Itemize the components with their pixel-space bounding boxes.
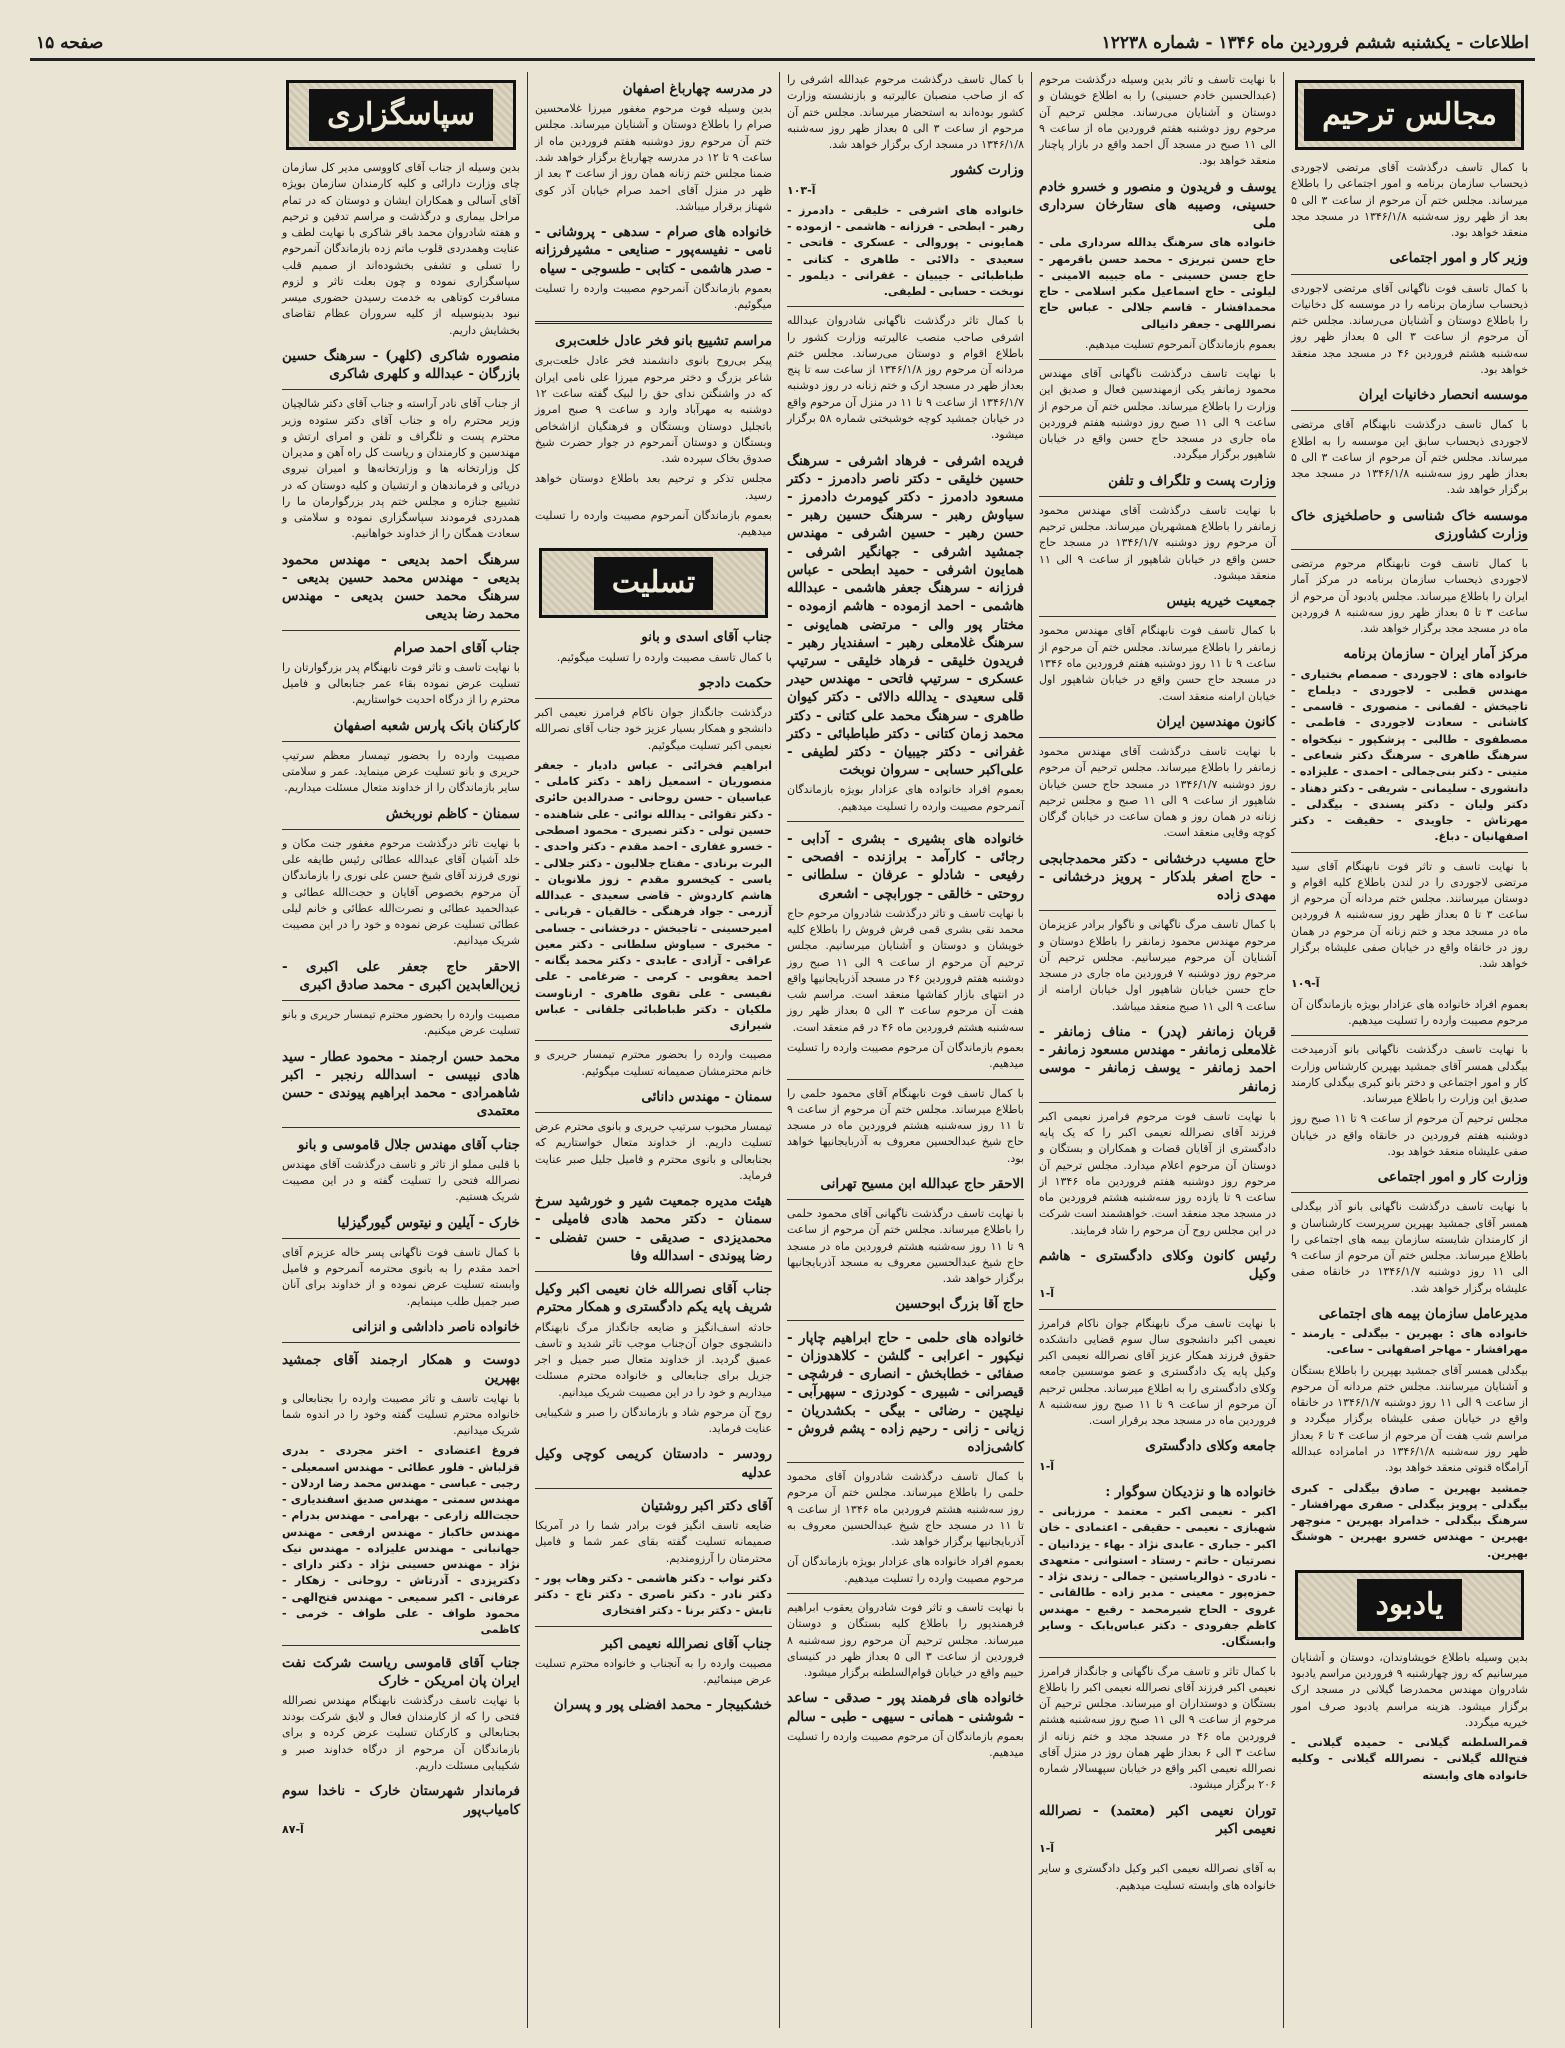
notice-signature: مدیرعامل سازمان بیمه های اجتماعی (1318, 1305, 1528, 1322)
notice-signature: یوسف و فریدون و منصور و خسرو خادم حسینی، وصیبه های ستارخان سرداری ملی (1039, 178, 1276, 232)
notice-signature: خارک - آیلین و نیتوس گیورگیزلیا (337, 1214, 520, 1231)
column-4 (527, 72, 779, 2028)
notice-text: با نهایت تاسف و تاثر مصیبت وارده را بجنابعالی و خانواده محترم تسلیت گفته وخود را در اندوه شما شریک میدانیم. (282, 1391, 520, 1438)
notice-text: با نهایت تاسف درگذشت ناگهانی آقای مهندس محمود زمانفر یکی ازمهندسین فعال و صدیق این وزارت را باطلاع میرساند. مجلس ختم آن مرحوم از ساعت ۹ الی ۱۱ صبح روز دوشنبه هفتم فروردین ماه جاری در مسجد حاج حسن واقع در خیابان شاهپور برگزار میگردد. (1039, 367, 1276, 462)
family-list: فروغ اعتضادی - اختر مجردی - بدری قزلباش - فلور عطائی - مهندس اسمعیلی - رجبی - عباسی - مهندس محمد رضا اردلان - مهندس سمتی - مهندس صدیق اسفندیاری - حجت‌الله زارعی - بهرامی - مهندس بدرام - مهندس خاکباز - مهندس ارفعی - مهندس جهانبانی - مهندس علیزاده - مهندس نیک نژاد - مهندس حسینی نژاد - دکتر دارای - دکترپزدی - آذرتاش - روحانی - زهکار - عرفانی - اکبر سمیعی - مهندس فتح‌الهی - محمود طواف - علی طواف - خرمی - کاظمی (282, 1444, 520, 1637)
notice-signature: خانواده ناصر داداشی و انزانی (352, 1318, 520, 1335)
notice-text: مصیبت وارده را بحضور محترم تیمسار حریری و بانو تسلیت عرض میکنیم. (282, 1008, 520, 1038)
notice-text: بدین وسیله باطلاع خویشاوندان، دوستان و آشنایان میرسانیم که روز چهارشنبه ۹ فروردین مراسم یادبود شادروان مهندس محمدرضا گیلانی در مسجد ارک برگزار میشود. هزینه مراسم یادبود صرف امور خیریه میگردد. (1291, 1650, 1528, 1729)
notice-text: بعموم بازماندگان آن مرحوم مصیبت وارده را تسلیت میدهیم. (787, 1041, 1024, 1071)
notice-heading: جناب آقای اسدی و بانو (641, 629, 772, 646)
notice-text: مصیبت وارده را بحضور محترم تیمسار حریری و خانم محترمشان صمیمانه تسلیت میگوئیم. (535, 1048, 772, 1078)
notice-text: با کمال تاثر و تاسف مرگ ناگهانی و جانگداز فرامرز نعیمی اکبر فرزند آقای نصرالله نعیمی اکبر را باطلاع بستگان و دوستداران او میرساند. مجلس ترحیم آن مرحوم از ساعت ۹ الی ۱۱ صبح روز سه‌شنبه هشتم فروردین ماه ۴۶ در مسجد مجد و ختم زنانه از ساعت ۳ الی ۶ بعداز ظهر همان روز در منزل آقای نصرالله نعیمی اکبر واقع در خیابان سپهسالار شماره ۲۰۶ برگزار میشود. (1039, 1664, 1276, 1792)
ad-code: آ-۱ (1039, 1459, 1055, 1473)
family-list: خانواده های : بهپرین - بیگدلی - یارمند - مهرافشار - مهاجر اصفهانی - ساعی. (1291, 1327, 1528, 1357)
ad-code: آ-۱ (1039, 1842, 1055, 1856)
notice-signature: جمعیت خیریه بنیس (1166, 593, 1276, 610)
notice-signature: خانواده های صرام - سدهی - پروشانی - نامی - نفیسه‌پور - صنایعی - مشیرفرزانه - صدر هاشمی - کتابی - طسوجی - سیاه (535, 224, 772, 277)
notice-text: بیگدلی همسر آقای جمشید بهپرین را باطلاع بستگان و آشنایان میرسانند. مجلس ختم مردانه آن مرحوم از ساعت ۹ الی ۱۱ روز دوشنبه ۱۳۴۶/۱/۷ در خانقاه واقع در خیابان صفی علیشاه برگزار میگردد و مراسم شب هفت آن مرحوم از ساعت ۴ تا ۶ بعداز ظهر روز سه‌شنبه ۱۳۴۶/۱/۸ در امامزاده عبدالله آرامگاه قنوتی منعقد خواهد بود. (1291, 1363, 1529, 1475)
notice-signature: قربان زمانفر (پدر) - مناف زمانفر - غلامعلی زمانفر - مهندس مسعود زمانفر - احمد زمانفر - یوسف زمانفر - موسی زمانفر (1039, 1023, 1276, 1095)
ad-code: آ-۸۷ (282, 1822, 304, 1836)
notice-text: بدین وسیله از جناب آقای کاووسی مدیر کل سازمان چای وزارت دارائی و کلیه کارمندان سازمان بویژه آقای آسالی و همکاران ایشان و دوستان که در تمام مراحل بیماری و درگذشت و مراسم تدفین و ترحیم و هفته شادروان محمد باقر شاکری با نهایت لطف و عنایت وهمدردی قلوب ماتم زده بازماندگان آنمرحوم را تسلی و تشفی بخشوده‌اند از صمیم قلب سپاسگزاری نموده و چون بعلت تاثر و لزوم مسافرت کوتاهی به خدمت رسیدن حضوری میسر نبود بدینوسیله از کلیه سروران عظام تقاضای بخشایش داریم. (282, 161, 520, 337)
notice-signature: سرهنگ احمد بدیعی - مهندس محمود بدیعی - مهندس محمد حسین بدیعی - سرهنگ محمد حسن بدیعی - مهندس محمد رضا بدیعی (282, 551, 520, 623)
notice-signature: محمد حسن ارجمند - محمود عطار - سید هادی نبیسی - اسدالله رنجبر - اکبر شاهمرادی - محمد ابراهیم پیوندی - حسن معتمدی (282, 1048, 520, 1120)
notice-signature: خشکبیجار - محمد افضلی پور و پسران (553, 1697, 772, 1714)
notice-text: ضایعه تاسف انگیز فوت برادر شما را در آمریکا صمیمانه تسلیت گفته بقای عمر شما و فامیل محترمتان را آرزومندیم. (535, 1519, 772, 1565)
columns (30, 72, 1535, 2028)
notice-text: حادثه اسف‌انگیز و ضایعه جانگداز مرگ نابهنگام دانشجوی جوان آن‌جناب موجب تاثر شدید و تاسف عمیق گردید. از خداوند متعال صبر جمیل و اجر جزیل برای جنابعالی و خانواده محترم مسئلت میداریم و خود را در این مصیبت شریک میدانیم. (535, 1320, 772, 1399)
notice-text: با کمال تاسف فوت نابهنگام آقای محمود حلمی را باطلاع میرساند. مجلس ختم آن مرحوم از ساعت ۹ تا ۱۱ روز سه‌شنبه هشتم فروردین ماه در مسجد حاج شیخ عبدالحسین معروف به آذربایجانیها خواهد بود. (787, 1086, 1024, 1165)
notice-text: با نهایت تاسف درگذشت ناگهانی بانو آذرمیدخت بیگدلی همسر آقای جمشید بهپرین کارشناس وزارت کار و امور اجتماعی و دختر بانو کبری بیگدلی کارمند صدیق این وزارت را باطلاع میرساند. (1291, 1043, 1528, 1106)
notice-text: مجلس ترحیم آن مرحوم از ساعت ۹ تا ۱۱ صبح روز دوشنبه هفتم فروردین در خانقاه واقع در خیابان صفی علیشاه منعقد خواهد بود. (1291, 1112, 1529, 1158)
notice-signature: حاج آقا بزرگ ابوحسین (895, 1296, 1024, 1313)
notice-signature: منصوره شاکری (کلهر) - سرهنگ حسین بازرگان - عبدالله و کلهری شاکری (282, 347, 520, 383)
notice-signature: وزیر کار و امور اجتماعی (1389, 250, 1528, 267)
notice-text: مصیبت وارده را به آنجناب و خانواده محترم تسلیت عرض مینمائیم. (535, 1656, 772, 1687)
masthead (30, 28, 1535, 61)
notice-heading: جناب آقای نصرالله خان نعیمی اکبر وکیل شریف پایه یکم دادگستری و همکار محترم (535, 1281, 772, 1316)
notice-text: با کمال تاسف فوت ناگهانی آقای مرتضی لاجوردی ذیحساب سازمان برنامه را در موسسه کل دخانیات را باطلاع دوستان و آشنایان می‌رساند. مجلس ختم آن مرحوم از ساعت ۳ الی ۵ بعداز ظهر روز سه‌شنبه هشتم فروردین ۴۶ در مسجد مجد منعقد خواهد بود. (1291, 281, 1528, 376)
notice-text: درگذشت جانگداز جوان ناکام فرامرز نعیمی اکبر دانشجو و همکار بسیار عزیز خود جناب آقای نصرالله نعیمی اکبر تسلیت میگوئیم. (535, 706, 772, 752)
notice-text: بعموم افراد خانواده های عزادار بویژه بازماندگان آنمرحوم مصیبت وارده را تسلیت میدهیم. (787, 783, 1024, 813)
notice-text: بعموم بازماندگان آن مرحوم مصیبت وارده را تسلیت میدهیم. (787, 1729, 1024, 1760)
column-3 (779, 72, 1031, 2028)
notice-heading: جناب آقای احمد صرام (393, 639, 520, 656)
notice-heading: جناب آقای قاموسی ریاست شرکت نفت ایران پان امریکن - خارک (282, 1654, 520, 1689)
notice-signature: فرماندار شهرستان خارک - ناخدا سوم کامیاب‌پور (282, 1783, 520, 1818)
notice-signature: جامعه وکلای دادگستری (1145, 1438, 1276, 1455)
section-banner-sepasgozari: سپاسگزاری (286, 80, 516, 150)
section-banner-tasliyat: تسلیت (539, 548, 768, 618)
notice-signature: خانواده ها و نزدیکان سوگوار : (1105, 1483, 1276, 1500)
notice-text: با نهایت تاسف فوت مرحوم فرامرز نعیمی اکبر فرزند آقای نصرالله نعیمی اکبر را که یک پایه دادگستری از آقایان قضات و همکاران و بستگان و دوستان آن مرحوم اعلام میدارد. مجلس ترحیم آن مرحوم روز دوشنبه هفتم فروردین ماه ۱۳۴۶ از ساعت ۹ تا یازده روز سه‌شنبه هشتم فروردین ماه در مسجد مجد منعقد است. خواهشمند است شرکت در این مجلس روح آن مرحوم را شاد فرمایند. (1039, 1109, 1276, 1237)
notice-text: با قلبی مملو از تاثر و تاسف درگذشت آقای مهندس نصرالله فتحی را تسلیت گفته و در این مصیبت شریک هستیم. (282, 1157, 520, 1204)
notice-signature: فریده اشرفی - فرهاد اشرفی - سرهنگ حسین خلیقی - دکتر ناصر دادمرز - دکتر مسعود دادمرز - دکتر کیومرث دادمرز - سیاوش رهبر - سرهنگ حسین رهبر - حسن رهبر - حسین اشرفی - مهندس جمشید اشرفی - جهانگیر اشرفی - همایون اشرفی - حمید ابطحی - عباس فرزانه - سرهنگ جعفر هاشمی - عبدالله هاشمی - احمد ازموده - هاشم ازموده - مختار پور والی - مرتضی همایونی - سرهنگ غلامعلی رهبر - اسفندیار رهبر - فریدون خلیقی - فرهاد خلیقی - سرتیپ عسکری - سرتیپ فاتحی - مهندس حیدر قلی سعیدی - یدالله دالائی - دکتر کیوان طاهری - سرهنگ محمد علی کتانی - دکتر محمد زمان کتانی - دکتر طباطبائی - دکتر غفرانی - دکتر جیبیان - دکتر لطیفی - علی‌اکبر حسابی - سروان نوبخت (787, 452, 1024, 779)
notice-text: با نهایت تاسف درگذشت آقای مهندس محمود زمانفر را باطلاع همشهریان میرساند. مجلس ترحیم آن مرحوم روز دوشنبه ۱۳۴۶/۱/۷ در مسجد حاج حسن واقع در خیابان شاهپور از ساعت ۹ الی ۱۱ منعقد میشود. (1039, 503, 1276, 582)
family-list: اکبر - نعیمی اکبر - معتمد - مرزبانی - شهبازی - نعیمی - حقیقی - اعتمادی - خان اکبر - جباری - عابدی نژاد - بهاء - یزدانیان - نصرتیان - حاتم - رستاد - استوانی - متعهدی - نادری - ذوالریاستین - جمالی - زندی نژاد - حمزه‌پور - معینی - مدیر زاده - طالقانی - غروی - الحاج شیرمحمد - رفیع - مهندس کاظم جفرودی - دکتر عباس‌بابک - وسایر وابستگان. (1039, 1505, 1276, 1649)
notice-text: با نهایت تاسف و تاثر فوت نابهنگام پدر بزرگوارتان را تسلیت عرض نموده بقاء عمر جنابعالی و فامیل محترم را از درگاه احدیت خواستاریم. (282, 660, 520, 707)
notice-signature: خانواده های بشیری - بشری - آدابی - رجائی - کارآمد - برازنده - افصحی - رفیعی - شادلو - عرفان - سلطانی - روحتی - خالقی - جورابچی - اشعری (787, 831, 1024, 902)
notice-text: با کمال تاثر درگذشت ناگهانی شادروان عبدالله اشرفی صاحب منصب عالیرتبه وزارت کشور را باطلاع اقوام و دوستان می‌رساند. مجلس ختم مردانه آن مرحوم روز ۱۳۴۶/۱/۸ از ساعت سه تا پنج بعداز ظهر در مسجد ارک و ختم زنانه در روز دوشنبه ۱۳۴۶/۱/۷ از ساعت ۹ تا ۱۱ در منزل آن مرحوم واقع در خیابان جمشید کوچه خوشبختی شماره ۵۸ برگزار میشود. (787, 314, 1024, 442)
column-2 (1031, 72, 1283, 2028)
notice-signature: موسسه خاک شناسی و حاصلخیزی خاک وزارت کشاورزی (1291, 507, 1528, 542)
section-banner-yadbud: یادبود (1295, 1570, 1524, 1640)
notice-heading: آقای دکتر اکبر روشتیان (640, 1497, 772, 1514)
notice-heading: جناب آقای مهندس جلال قاموسی و بانو (297, 1136, 520, 1153)
notice-signature: توران نعیمی اکبر (معتمد) - نصرالله نعیمی اکبر (1039, 1802, 1276, 1837)
notice-text: روح آن مرحوم شاد و بازماندگان را صبر و شکیبایی عنایت فرماید. (535, 1405, 772, 1436)
notice-signature: وزارت کشور (951, 162, 1024, 179)
notice-text: با کمال تاسف مرگ ناگهانی و ناگوار برادر عزیزمان مرحوم مهندس محمود زمانفر را باطلاع دوستان و آشنایان آن مرحوم میرسانیم. مجلس ترحیم آن مرحوم روز دوشنبه ۷ فروردین ماه جاری در مسجد حاج حسن خیابان شاهپور اول خیابان ارامنه از ساعت ۹ الی ۱۱ صبح منعقد میباشد. (1039, 918, 1276, 1013)
notice-text: با کمال تاسف مصیبت وارده را تسلیت میگوئیم. (556, 650, 772, 664)
ad-code: آ-۱۰۹ (1291, 977, 1320, 991)
notice-heading: جناب آقای نصرالله نعیمی اکبر (601, 1635, 772, 1652)
notice-text: با نهایت تاسف مرگ نابهنگام جوان ناکام فرامرز نعیمی اکبر دانشجوی سال سوم قضایی دانشکده حقوق فرزند همکار عزیز آقای نصرالله نعیمی اکبر وکیل پایه یک دادگستری و عضو موسسین جامعه وکلای دادگستری را به اطلاع میرساند. مجلس ترحیم آن مرحوم از ساعت ۹ تا ۱۱ صبح روز سه‌شنبه ۸ فروردین ماه در مسجد مجد برقرار است. (1039, 1316, 1276, 1428)
notice-signature: رئیس کانون وکلای دادگستری - هاشم وکیل (1039, 1247, 1276, 1283)
column-5 (275, 72, 527, 2028)
notice-signature: وزارت کار و امور اجتماعی (1377, 1169, 1528, 1186)
notice-text: با کمال تاسف درگذشت مرحوم عبدالله اشرفی را که از صاحب منصبان عالیرتبه و بازنشسته وزارت کشور بوده‌اند به استحضار میرساند. مجلس ختم آن مرحوم از ساعت ۳ الی ۵ بعداز ظهر روز سه‌شنبه ۱۳۴۶/۱/۸ در مسجد ارک برگزار خواهد شد. (787, 73, 1024, 152)
notice-text: با کمال تاسف فوت نابهنگام آقای مهندس محمود زمانفر را باطلاع میرساند. مجلس ختم آن مرحوم از ساعت ۹ تا ۱۱ روز دوشنبه هفتم فروردین ماه ۱۳۴۶ در مسجد حاج حسن واقع در خیابان شاهپور اول خیابان ارامنه منعقد است. (1039, 624, 1277, 703)
notice-text: با نهایت تاسف درگذشت آقای مهندس محمود زمانفر را باطلاع میرساند. مجلس ترحیم آن مرحوم روز دوشنبه ۱۳۴۶/۱/۷ در مسجد حاج حسن خیابان شاهپور از ساعت ۹ الی ۱۱ صبح و مجلس ترحیم زنانه در همان روز و همان ساعت در خیابان گرگان کوچه وفایی منعقد است. (1039, 745, 1276, 840)
notice-heading: مراسم تشییع بانو فخر عادل خلعت‌بری (555, 333, 772, 350)
notice-signature: موسسه انحصار دخانیات ایران (1358, 387, 1528, 404)
notice-text: بعموم افراد خانواده های عزادار بویژه بازماندگان آن مرحوم مصیبت وارده را تسلیت میدهیم. (1291, 997, 1528, 1027)
notice-signature: حکمت دادجو (699, 674, 772, 691)
notice-text: با نهایت تاسف درگذشت ناگهانی بانو آذر بیگدلی همسر آقای جمشید بهپرین سرپرست کارشناسان و از کارمندان شایسته سازمان بیمه های اجتماعی را باطلاع میرساند. مجلس ختم آن مرحوم از ساعت ۹ الی ۱۱ روز دوشنبه ۱۳۴۶/۱/۷ در خانقاه صفی علیشاه برگزار خواهد شد. (1291, 1200, 1528, 1295)
notice-text: بعموم بازماندگان آنمرحوم تسلیت میدهیم. (1084, 337, 1276, 351)
notice-signature: الاحقر حاج عبدالله ابن مسیح تهرانی (820, 1175, 1024, 1192)
family-list: خانواده های اشرفی - خلیقی - دادمرز - رهبر - ابطحی - فرزانه - هاشمی - ازموده - همایونی - پوروالی - عسکری - فاتحی - سعیدی - دالائی - طاهری - کتانی - طباطبائی - جیبیان - غفرانی - دیلمور - نوبخت - حسابی - لطیفی. (787, 203, 1024, 299)
notice-signature: کانون مهندسین ایران (1156, 713, 1276, 730)
notice-text: با نهایت تاسف و تاثر بدین وسیله درگذشت مرحوم (عبدالحسین خادم حسینی) را به اطلاع خویشان و دوستان و آشنایان می‌رساند. مجلس ترحیم آن مرحوم روز دوشنبه هفتم فروردین ماه از ساعت ۹ الی ۱۱ صبح در مسجد آل احمد واقع در بازار پاچنار منعقد خواهد بود. (1039, 73, 1276, 168)
column-1 (1283, 72, 1535, 2028)
notice-text: بعموم بازماندگان آنمرحوم مصیبت وارده را تسلیت میگوئیم. (535, 281, 772, 311)
notice-signature: وزارت پست و تلگراف و تلفن (1108, 472, 1276, 489)
notice-signature: سمنان - کاظم نوربخش (385, 805, 520, 822)
notice-text: مجلس تذکر و ترحیم بعد باطلاع دوستان خواهد رسید. (535, 472, 772, 502)
notice-text: با کمال تاسف درگذشت نابهنگام آقای مرتضی لاجوردی ذیحساب سابق این موسسه را به اطلاع میرساند. مجلس ختم آن مرحوم از ساعت ۳ الی ۵ بعداز ظهر روز سه‌شنبه ۱۳۴۶/۱/۸ در مسجد مجد برگزار خواهد شد. (1291, 418, 1528, 497)
section-banner-majales-tarhim: مجالس ترحیم (1295, 80, 1524, 150)
notice-text: بدین وسیله فوت مرحوم مغفور میرزا غلامحسین صرام را باطلاع دوستان و آشنایان میرساند. مجلس ختم آن مرحوم روز دوشنبه هفتم فروردین ماه از ساعت ۹ تا ۱۲ در مدرسه چهارباغ برگزار خواهد شد. ضمنا مجلس ختم زنانه همان روز از ساعت ۳ بعد از ظهر در منزل آقای احمد صرام خیابان آذر کوی شهناز برقرار میباشد. (535, 102, 773, 213)
notice-text: با کمال تاسف درگذشت شادروان آقای محمود حلمی را باطلاع میرساند. مجلس ختم آن مرحوم روز سه‌شنبه هشتم فروردین ماه ۱۳۴۶ از ساعت ۹ تا ۱۱ در مسجد حاج شیخ عبدالحسین معروف به آذربایجانیها برگزار خواهد شد. (787, 1470, 1024, 1549)
notice-text: با کمال تاسف درگذشت آقای مرتضی لاجوردی ذیحساب سازمان برنامه و امور اجتماعی را باطلاع میرساند. مجلس ختم آن مرحوم از ساعت ۳ الی ۵ بعد از ظهر روز سه‌شنبه ۱۳۴۶/۱/۸ در مسجد مجد منعقد خواهد بود. (1291, 161, 1528, 240)
notice-signature: رودسر - دادستان کریمی کوچی وکیل عدلیه (535, 1446, 772, 1481)
notice-text: از جناب آقای نادر آراسته و جناب آقای دکتر شالچیان وزیر محترم راه و جناب آقای دکتر ستوده وزیر محترم پست و تلگراف و تلفن و امرای ارتش و مهندسین و کارمندان و ریاست کل راه آهن و مدیران کل وزارتخانه ها و وزارتخانه‌ها و امیران نیروی دریائی و فرماندهان و ارتشیان و کلیه دوستان که در تشییع جنازه و مجلس ختم پدر بزرگوارمان ما را همدردی فرمودند سپاسگزاری نموده و سلامتی و سعادت همگان را از خداوند خواهانیم. (282, 397, 520, 541)
ad-code: آ-۱ (1039, 1287, 1055, 1301)
notice-signature: حاج مسیب درخشانی - دکتر محمدجابجی - حاج اصغر بلدکار - پرویز درخشانی - مهدی زاده (1039, 850, 1276, 904)
notice-text: با نهایت تاسف درگذشت ناگهانی آقای محمود حلمی را باطلاع میرساند. مجلس ختم آن مرحوم از ساعت ۹ تا ۱۱ روز سه‌شنبه هشتم فروردین ماه در مسجد حاج شیخ عبدالحسین معروف به مسجد آذربایجانیها برگزار خواهد شد. (787, 1207, 1025, 1286)
notice-text: پیکر بی‌روح بانوی دانشمند فخر عادل خلعت‌بری شاعر بزرگ و دختر مرحوم میرزا علی نامی ایران که در واشنگتن ندای حق را لبیک گفته ساعت ۱۲ دوشنبه به مهرآباد وارد و ساعت ۹ صبح امروز باتجلیل دوستان وبستگان و فرهنگیان ازاشخاص وبستگان و دوستان آنمرحوم در جوار حضرت شیخ صدوق بخاک سپرده شد. (535, 354, 773, 466)
notice-text: مصیبت وارده را بحضور تیمسار معظم سرتیپ حریری و بانو تسلیت عرض مینماید. عمر و سلامتی سایر بازماندگان را از خداوند متعال مسئلت میداریم. (282, 748, 520, 795)
notice-heading: دوست و همکار ارجمند آقای جمشید بهپرین (282, 1352, 520, 1387)
notice-signature: کارکنان بانک پارس شعبه اصفهان (333, 717, 520, 734)
notice-text: با نهایت تاسف درگذشت نابهنگام مهندس نصرالله فتحی را که از کارمندان فعال و لایق شرکت بودند بجنابعالی و کارکنان تسلیت عرض کرده و برای بازماندگان آن مرحوم از درگاه خداوند صبر و شکیبایی مسئلت داریم. (282, 1693, 520, 1773)
notice-signature: الاحقر حاج جعفر علی اکبری - زین‌العابدین اکبری - محمد صادق اکبری (282, 958, 520, 993)
notice-text: بعموم بازماندگان آنمرحوم مصیبت وارده را تسلیت میدهیم. (535, 508, 772, 539)
family-list: قمرالسلطنه گیلانی - حمیده گیلانی - فتح‌الله گیلانی - نصرالله گیلانی - وکلیه خانواده های وابسته (1291, 1736, 1528, 1782)
notice-text: با نهایت تاثر درگذشت مرحوم مغفور جنت مکان و خلد آشیان آقای عبدالله عطائی رئیس طایفه علی نوری فرزند آقای شیخ حسن علی نوری را بازماندگان آن مرحوم بخصوص آقایان و حجت‌الله عطائی و عبدالحمید عطائی و نصرت‌الله عطائی و خانم لیلی عطائی تسلیت عرض نموده و خود را در این مصیبت شریک میدانیم. (282, 836, 520, 948)
notice-text: با نهایت تاسف و تاثر فوت نابهنگام آقای سید مرتضی لاجوردی را در لندن باطلاع کلیه اقوام و دوستان میرسانند. مجلس ختم مردانه آن مرحوم از ساعت ۳ تا ۵ بعداز ظهر روز سه‌شنبه ۸ فروردین ماه در مسجد مجد و ختم زنانه آن مرحوم در همان روز در خانقاه واقع در خیابان صفی علیشاه برگزار خواهد شد. (1291, 859, 1528, 971)
notice-text: با کمال تاسف فوت نابهنگام مرحوم مرتضی لاجوردی ذیحساب سازمان برنامه در مرکز آمار ایران را باطلاع میرساند. مجلس یادبود آن مرحوم از ساعت ۳ تا ۵ بعداز ظهر روز سه‌شنبه ۸ فروردین ماه در مسجد مجد برگزار خواهد شد. (1291, 557, 1528, 636)
page-number: صفحه ۱۵ (36, 33, 104, 53)
notice-signature: خانواده های فرهمند پور - صدقی - ساعد - شوشنی - همانی - سیهی - طبی - سالم (787, 1690, 1024, 1725)
family-list: دکتر نواب - دکتر هاشمی - دکتر وهاب پور - دکتر نادر - دکتر ناصری - دکتر تاج - دکتر تابش - دکتر برنا - دکتر افتخاری (535, 1571, 772, 1618)
family-list: خانواده های : لاجوردی - صمصام بختیاری - مهندس قطبی - لاجوردی - دیلماج - تاجبخش - لقمانی - منصوری - قاسمی - کاشانی - سعادت لاجوردی - فاطمی - مصطفوی - طالبی - پزشکپور - نیکخواه - سرهنگ طاهری - سرهنگ دکتر شعاعی - متینی - دکتر بنی‌جمالی - احمدی - علیزاده - دانشوری - سلیمانی - شریفی - دکتر دهناد - دکتر ولیان - دکتر پسندی - بیگدلی - مهرتاش - جاویدی - حقیقت - دکتر اصفهانیان - دباغ. (1291, 667, 1528, 844)
notice-text: بعموم افراد خانواده های عزادار بویژه بازماندگان آن مرحوم مصیبت وارده را تسلیت میدهیم. (787, 1555, 1024, 1585)
notice-signature: مرکز آمار ایران - سازمان برنامه (1343, 646, 1528, 663)
notice-signature: هیئت مدیره جمعیت شیر و خورشید سرخ سمنان - دکتر محمد هادی فامیلی - محمدیزدی - صدیقی - حسن تفضلی - رضا پیوندی - اسدالله وفا (535, 1193, 772, 1264)
masthead-info: اطلاعات - یکشنبه ششم فروردین ماه ۱۳۴۶ - شماره ۱۲۲۳۸ (1101, 33, 1529, 53)
family-list: جمشید بهپرین - صادق بیگدلی - کبری بیگدلی - پرویز بیگدلی - صفری مهرافشار - سرهنگ بیگدلی - خدامراد بهپرین - منوچهر بهپرین - مهندس خسرو بهپرین - هوشنگ بهپرین. (1291, 1481, 1528, 1560)
notice-text: با نهایت تاسف و تاثر درگذشت شادروان مرحوم حاج محمد نقی بشری قمی فرش فروش را باطلاع کلیه خویشان و دوستان و آشنایان میرسانیم. مجلس ترحیم آن مرحوم از ساعت ۹ الی ۱۱ صبح روز دوشنبه هفتم فروردین ۴۶ در مسجد آذربایجانیها واقع در انتهای بازار کفاشها منعقد است. مراسم شب هفت آن مرحوم ساعت ۳ الی ۵ بعداز ظهر روز سه‌شنبه هشتم فروردین ماه ۴۶ در قم منعقد است. (787, 906, 1024, 1034)
family-list: ابراهیم فخرائی - عباس دادیار - جعفر منصوریان - اسمعیل زاهد - دکتر کاملی - عباسیان - حسن روحانی - صدرالدین حائری - دکتر تقوائی - یدالله نوائی - علی شاهنده - حسین تولی - دکتر نصیری - محمود اصطحی - خسرو غفاری - احمد مقدم - دکتر واحدی - البرت برنادی - مفتاح جلالیون - دکتر جلالی - یاسی - کیخسرو مقدم - زوز ملانویان - هاشم کاردوش - قاضی سعیدی - عبدالله آزرمی - جواد فرهنگی - خالقیان - قربانی - امیرحسینی - تاجبخش - درخشانی - جسامی - مخبری - سیاوش سلطانی - دکتر معین عراقی - آزادی - عابدی - دکتر محمد یگانه - احمد یعقوبی - کرمی - ضرغامی - علی نفیسی - علی تقوی طاهری - ارناوست ملکیان - دکتر طباطبائی جلقانی - عباس شیرازی (535, 758, 772, 1033)
notice-heading: در مدرسه چهارباغ اصفهان (622, 81, 772, 97)
notice-text: تیمسار محبوب سرتیپ حریری و بانوی محترم عرض تسلیت داریم. از خداوند متعال خواستاریم که بجنابعالی و بانوی محترم و فامیل جلیل صبر عنایت فرماید. (535, 1120, 772, 1182)
ad-code: آ-۱۰۳ (787, 183, 816, 197)
notice-signature: خانواده های حلمی - حاج ابراهیم چاپار - نیکپور - اعرابی - گلشن - کلاهدوزان - صفائی - خطابخش - انصاری - فرشچی - قیصرانی - شبیری - کودرزی - سپهرآبی - نیلچین - رضائی - بیگی - بکشدریان - زیانی - زانی - رحیم زاده - پشم فروش - کاشی‌زاده (787, 1329, 1024, 1455)
notice-text: با کمال تاسف فوت ناگهانی پسر خاله عزیزم آقای احمد مقدم را به بانوی محترمه آنمرحوم و فامیل وابسته تسلیت عرض نموده و از خداوند برای آنان صبر جمیل طلب مینمایم. (282, 1245, 520, 1308)
notice-text: به آقای نصرالله نعیمی اکبر وکیل دادگستری و سایر خانواده های وابسته تسلیت میدهیم. (1039, 1862, 1276, 1892)
notice-signature: سمنان - مهندس دانائی (641, 1088, 772, 1105)
family-list: خانواده های سرهنگ یدالله سرداری ملی - حاج حسن تبریزی - محمد حسن باقرمهر - حاج جسن حسینی - ماه جبیبه الامینی - لیلوئی - حاج اسماعیل مکبر اسلامی - حاج محمدافشار - قاسم جلالی - عباس حاج نصراللهی - جعفر دانیالی (1039, 236, 1276, 331)
notice-text: با نهایت تاسف و تاثر فوت شادروان یعقوب ابراهیم فرهمندپور را باطلاع کلیه بستگان و دوستان میرساند. مجلس ترحیم آن مرحوم روز سه‌شنبه ۸ فروردین از ساعت ۳ الی ۵ بعداز ظهر در کنیسای حییم واقع در خیابان قوام‌السلطنه برگزار میشود. (787, 1601, 1024, 1680)
